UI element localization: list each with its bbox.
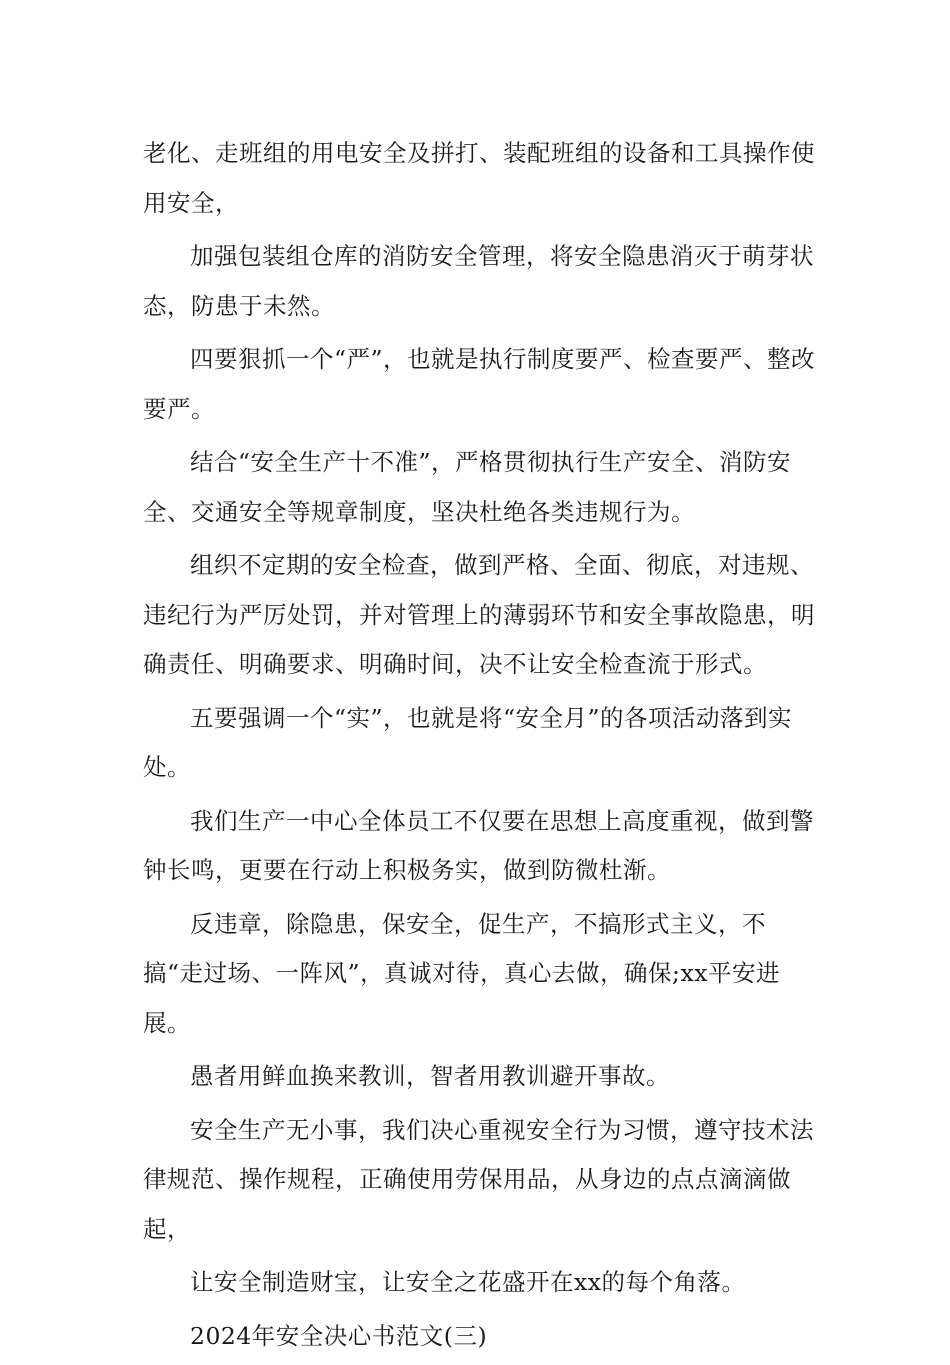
paragraph: 结合“安全生产十不准”，严格贯彻执行生产安全、消防安全、交通安全等规章制度，坚决杜绝各类违规行为。	[143, 448, 792, 526]
paragraph: 老化、走班组的用电安全及拼打、装配班组的设备和工具操作使用安全，	[143, 139, 815, 217]
paragraph: 加强包装组仓库的消防安全管理，将安全隐患消灭于萌芽状态，防患于未然。	[143, 242, 814, 320]
paragraph: 五要强调一个“实”，也就是将“安全月”的各项活动落到实处。	[143, 703, 793, 781]
paragraph: 组织不定期的安全检查，做到严格、全面、彻底，对违规、违纪行为严厉处罚，并对管理上的薄弱环节和安全事故隐患，明确责任、明确要求、明确时间，决不让安全检查流于形式。	[143, 551, 815, 678]
paragraph: 反违章，除隐患，保安全，促生产，不搞形式主义，不搞“走过场、一阵风”，真诚对待，真心去做，确保;xx平安进展。	[143, 909, 780, 1037]
document-body	[143, 129, 823, 1365]
paragraph: 愚者用鲜血换来教训，智者用教训避开事故。	[190, 1062, 670, 1090]
paragraph: 我们生产一中心全体员工不仅要在思想上高度重视，做到警钟长鸣，更要在行动上积极务实，做到防微杜渐。	[143, 806, 814, 884]
paragraph: 安全生产无小事，我们决心重视安全行为习惯，遵守技术法律规范、操作规程，正确使用劳保用品，从身边的点点滴滴做起，	[143, 1115, 814, 1243]
section-heading: 2024年安全决心书范文(三)	[190, 1321, 488, 1350]
paragraph: 四要狠抓一个“严”，也就是执行制度要严、检查要严、整改要严。	[143, 345, 816, 423]
paragraph: 让安全制造财宝，让安全之花盛开在xx的每个角落。	[190, 1268, 746, 1296]
